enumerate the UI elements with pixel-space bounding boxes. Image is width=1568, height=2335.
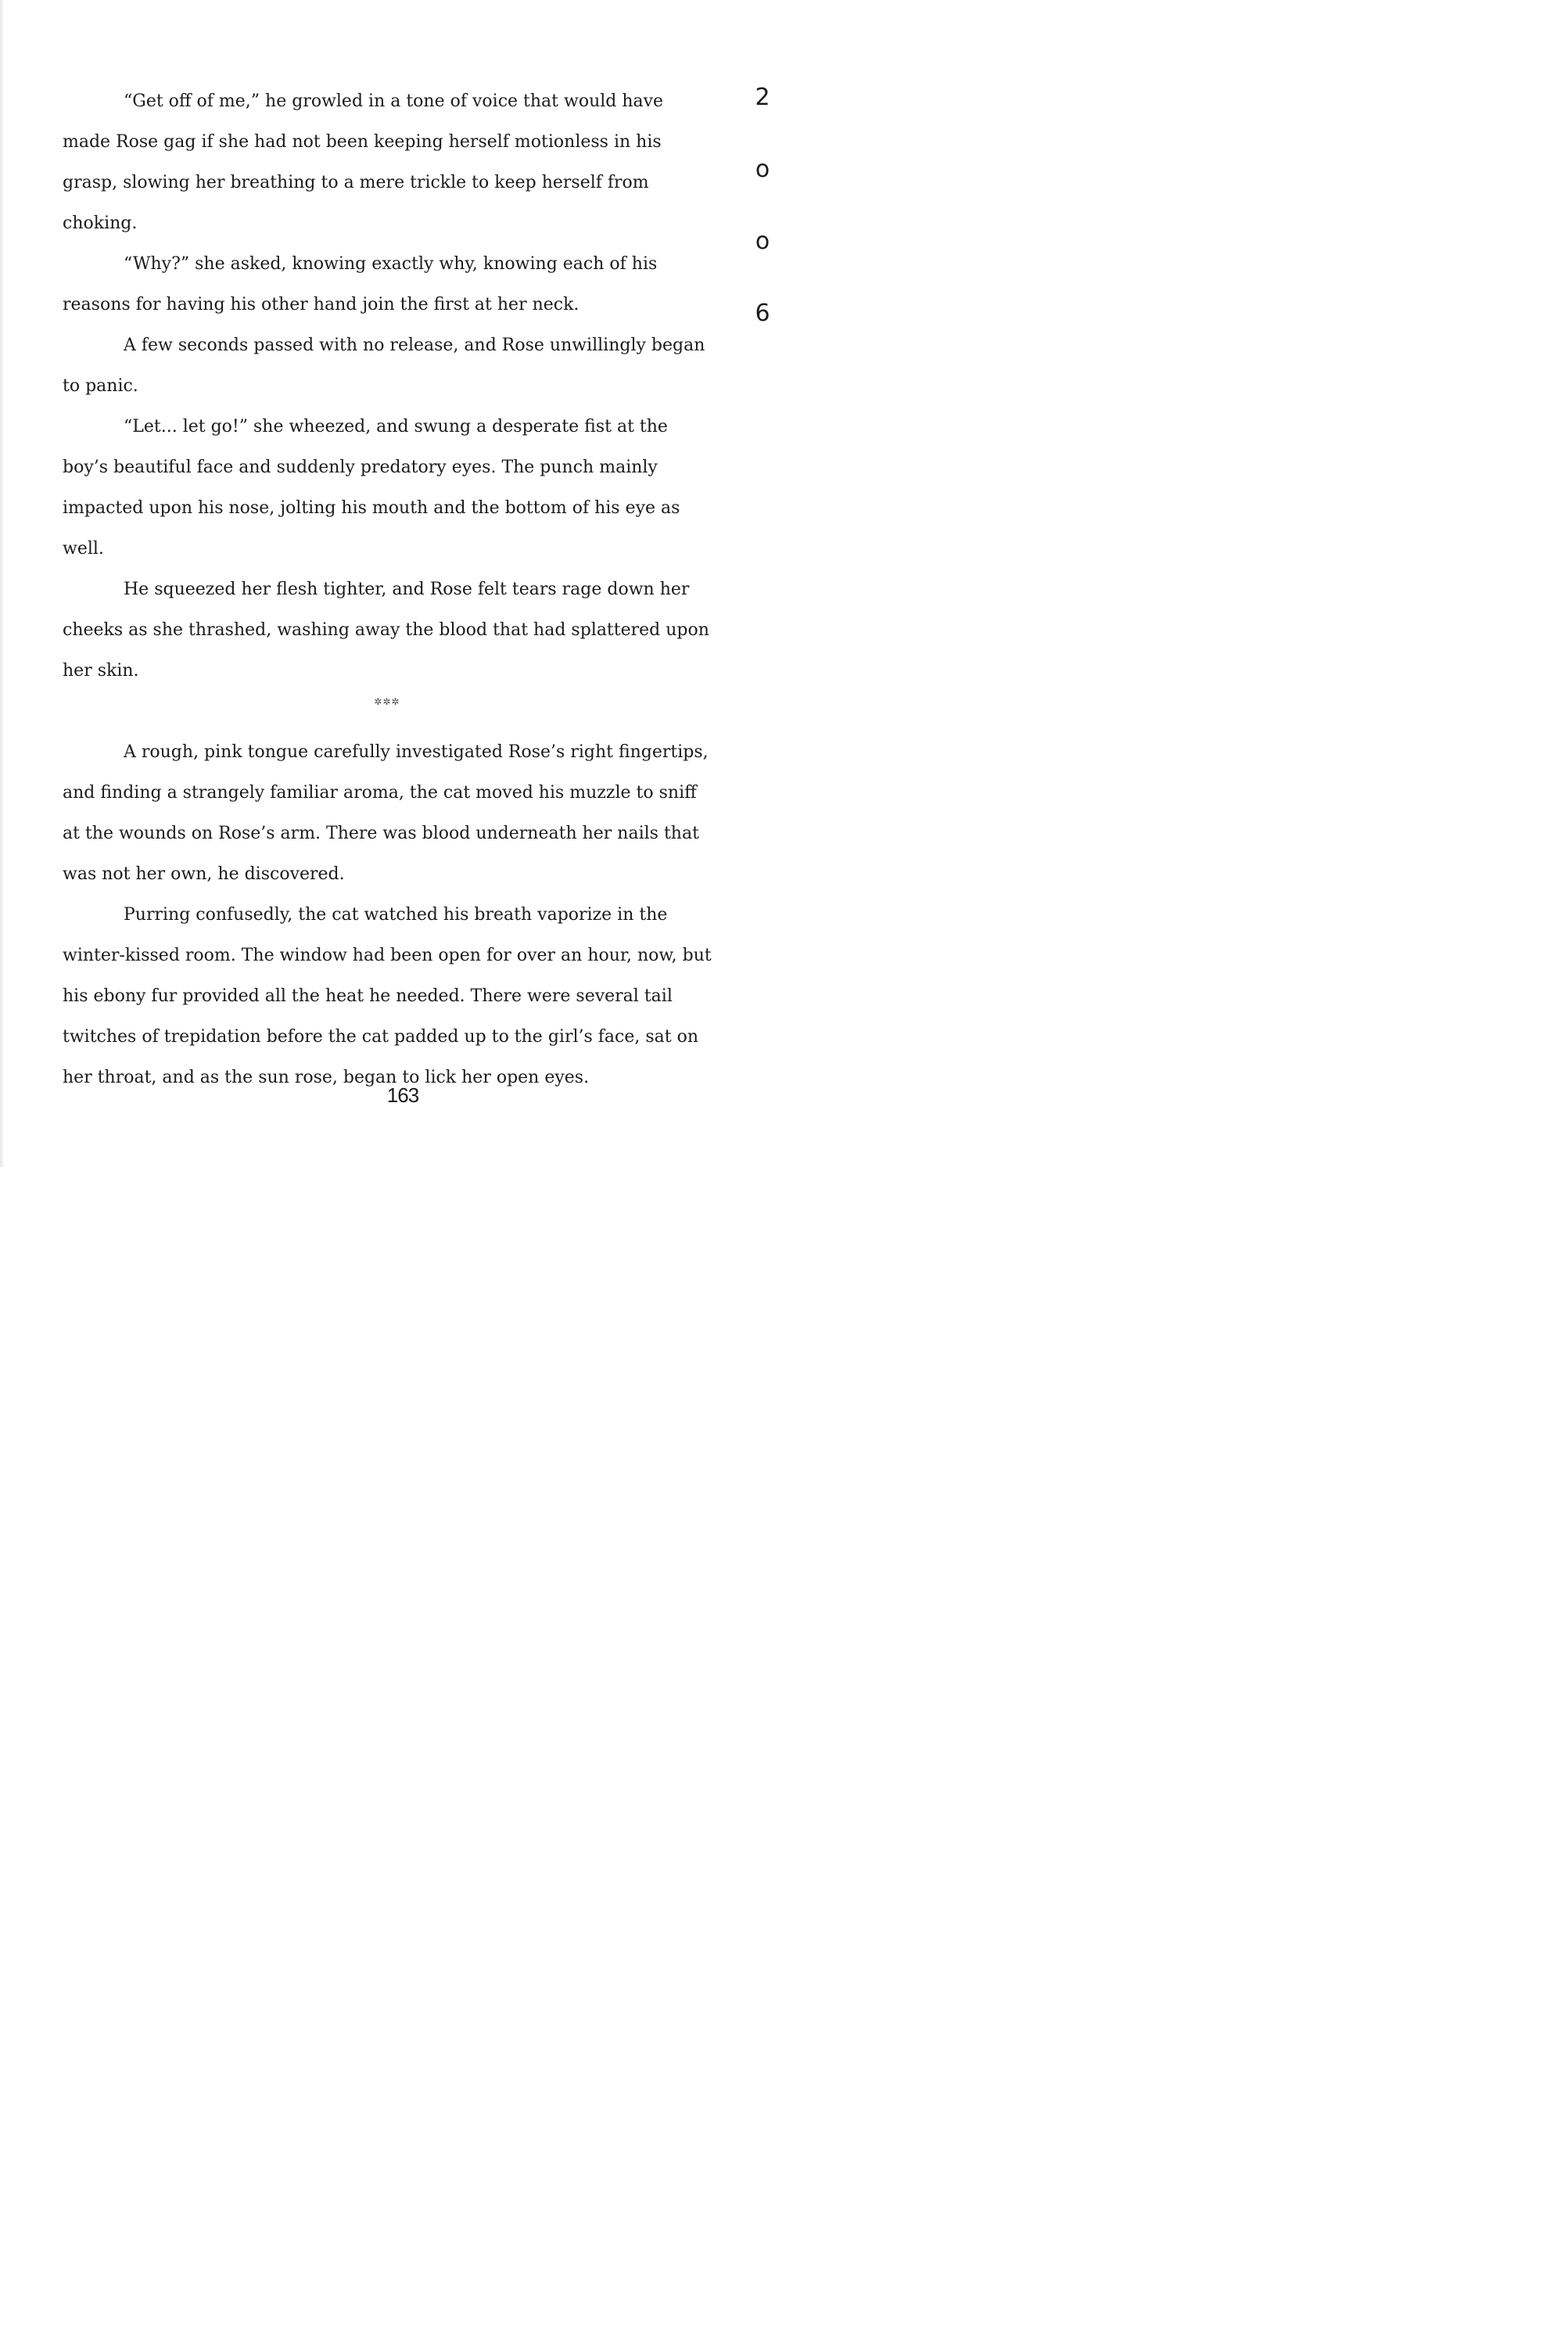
year-digit: 2 [755, 84, 770, 111]
margin-year-marker [747, 78, 778, 366]
paragraph: “Get off of me,” he growled in a tone of voice that would have made Rose gag if she had not been keeping herself motionless in his grasp, slowing her breathing to a mere trickle to keep herself from choking. [63, 92, 664, 233]
paragraph: A few seconds passed with no release, and Rose unwillingly began to panic. [63, 336, 705, 396]
paragraph: Purring confusedly, the cat watched his breath vaporize in the winter-kissed room. The window had been open for over an hour, now, but his ebony fur provided all the heat he needed. There were several tail twitches of trepidation before the cat padded up to the girl’s face, sat on her throat, and as the sun rose, began to lick her open eyes. [63, 905, 712, 1087]
page-number: 163 [386, 1083, 419, 1107]
paragraph: “Let... let go!” she wheezed, and swung a desperate fist at the boy’s beautiful face and suddenly predatory eyes. The punch mainly impacted upon his nose, jolting his mouth and the bottom of his eye as well. [63, 417, 680, 559]
paragraph: “Why?” she asked, knowing exactly why, knowing each of his reasons for having his other hand join the first at her neck. [63, 254, 658, 314]
year-digit: o [755, 156, 770, 183]
scene-break-ornament: ✲✲✲ [374, 696, 400, 707]
scan-edge [0, 0, 5, 1167]
paragraph: He squeezed her flesh tighter, and Rose felt tears rage down her cheeks as she thrashed, washing away the blood that had splattered upon her skin. [63, 580, 709, 681]
year-digit: o [755, 228, 770, 255]
body-text [63, 81, 712, 1098]
paragraph: A rough, pink tongue carefully investigated Rose’s right fingertips, and finding a strangely familiar aroma, the cat moved his muzzle to sniff at the wounds on Rose’s arm. There was blood underneath her nails that was not her own, he discovered. [63, 742, 709, 884]
year-digit: 6 [755, 300, 770, 327]
book-page [0, 0, 784, 1167]
